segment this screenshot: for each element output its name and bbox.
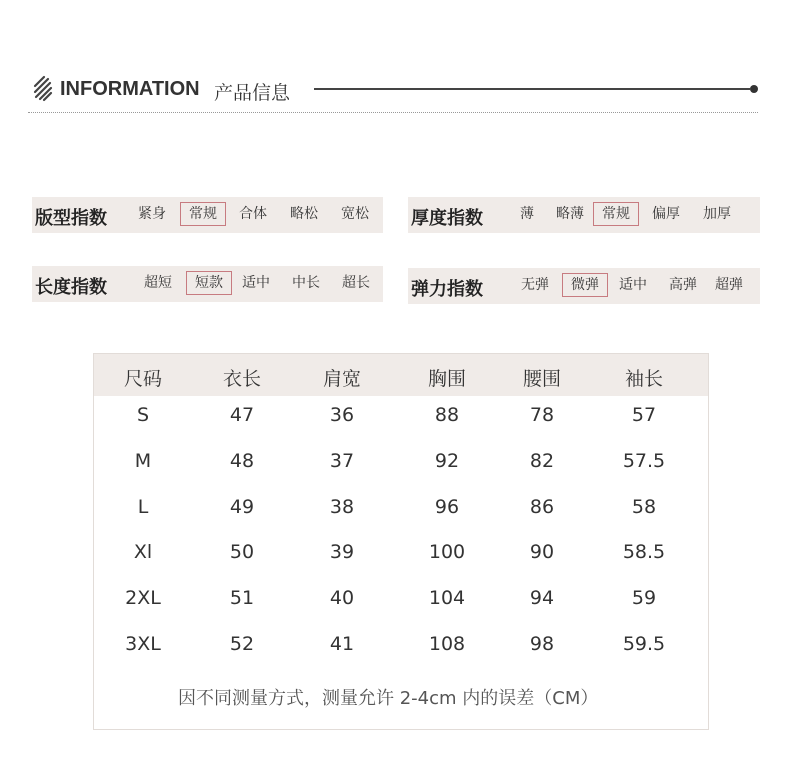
index-option: 略松: [290, 206, 318, 222]
index-bar-thickness: [408, 197, 760, 233]
index-option: 加厚: [703, 206, 731, 222]
index-option: 紧身: [138, 206, 166, 222]
table-cell: 40: [329, 587, 355, 609]
size-table: [93, 353, 709, 730]
table-cell: 100: [428, 541, 466, 563]
table-cell: Xl: [133, 541, 153, 563]
index-option-selected: 微弹: [562, 273, 608, 297]
index-option-selected: 常规: [593, 202, 639, 226]
table-cell: M: [134, 450, 152, 472]
column-header: 胸围: [427, 368, 466, 390]
index-option: 超长: [342, 275, 370, 291]
table-cell: 38: [329, 496, 355, 518]
index-option: 薄: [520, 206, 534, 222]
column-header: 肩宽: [322, 368, 361, 390]
index-bar-elasticity: [408, 268, 760, 304]
index-title: 厚度指数: [411, 208, 483, 229]
table-cell: 57.5: [622, 450, 666, 472]
table-cell: 49: [229, 496, 255, 518]
table-cell: 58.5: [622, 541, 666, 563]
table-cell: 57: [631, 404, 657, 426]
table-cell: 108: [428, 633, 466, 655]
header-title-en: INFORMATION: [60, 78, 200, 100]
index-title: 弹力指数: [411, 279, 483, 300]
table-cell: 3XL: [125, 633, 161, 655]
index-option: 略薄: [556, 206, 584, 222]
table-cell: 41: [329, 633, 355, 655]
table-cell: 98: [529, 633, 555, 655]
header-divider-line: [314, 88, 750, 90]
index-option: 高弹: [669, 277, 697, 293]
table-cell: 58: [631, 496, 657, 518]
dotted-separator: [28, 112, 758, 113]
table-cell: 48: [229, 450, 255, 472]
column-header: 腰围: [522, 368, 561, 390]
column-header: 衣长: [222, 368, 261, 390]
table-cell: 88: [434, 404, 460, 426]
table-cell: 90: [529, 541, 555, 563]
index-title: 版型指数: [35, 208, 107, 229]
table-cell: 47: [229, 404, 255, 426]
table-cell: 52: [229, 633, 255, 655]
index-option-selected: 常规: [180, 202, 226, 226]
index-option: 适中: [242, 275, 270, 291]
table-cell: S: [136, 404, 150, 426]
table-cell: L: [137, 496, 149, 518]
table-cell: 78: [529, 404, 555, 426]
table-cell: 94: [529, 587, 555, 609]
index-option: 适中: [619, 277, 647, 293]
section-header: [32, 74, 760, 104]
header-title-cn: 产品信息: [214, 82, 291, 104]
index-bar-fit: [32, 197, 383, 233]
table-cell: 2XL: [125, 587, 161, 609]
index-bar-length: [32, 266, 383, 302]
column-header: 尺码: [123, 368, 162, 390]
table-header: [94, 354, 708, 396]
table-cell: 96: [434, 496, 460, 518]
stripes-logo-icon: [32, 74, 54, 104]
index-option: 超弹: [715, 277, 743, 293]
index-option: 无弹: [521, 277, 549, 293]
index-option-selected: 短款: [186, 271, 232, 295]
index-option: 宽松: [341, 206, 369, 222]
index-option: 偏厚: [652, 206, 680, 222]
index-option: 超短: [144, 275, 172, 291]
table-cell: 104: [428, 587, 466, 609]
table-cell: 82: [529, 450, 555, 472]
table-cell: 92: [434, 450, 460, 472]
table-cell: 86: [529, 496, 555, 518]
table-cell: 39: [329, 541, 355, 563]
table-cell: 59.5: [622, 633, 666, 655]
measurement-note: 因不同测量方式，测量允许 2-4cm 内的误差（CM）: [178, 688, 599, 709]
table-cell: 59: [631, 587, 657, 609]
table-cell: 37: [329, 450, 355, 472]
index-option: 合体: [239, 206, 267, 222]
column-header: 袖长: [624, 368, 663, 390]
table-cell: 50: [229, 541, 255, 563]
index-option: 中长: [292, 275, 320, 291]
header-line-end-dot: [750, 85, 758, 93]
index-title: 长度指数: [35, 277, 107, 298]
table-cell: 36: [329, 404, 355, 426]
table-cell: 51: [229, 587, 255, 609]
